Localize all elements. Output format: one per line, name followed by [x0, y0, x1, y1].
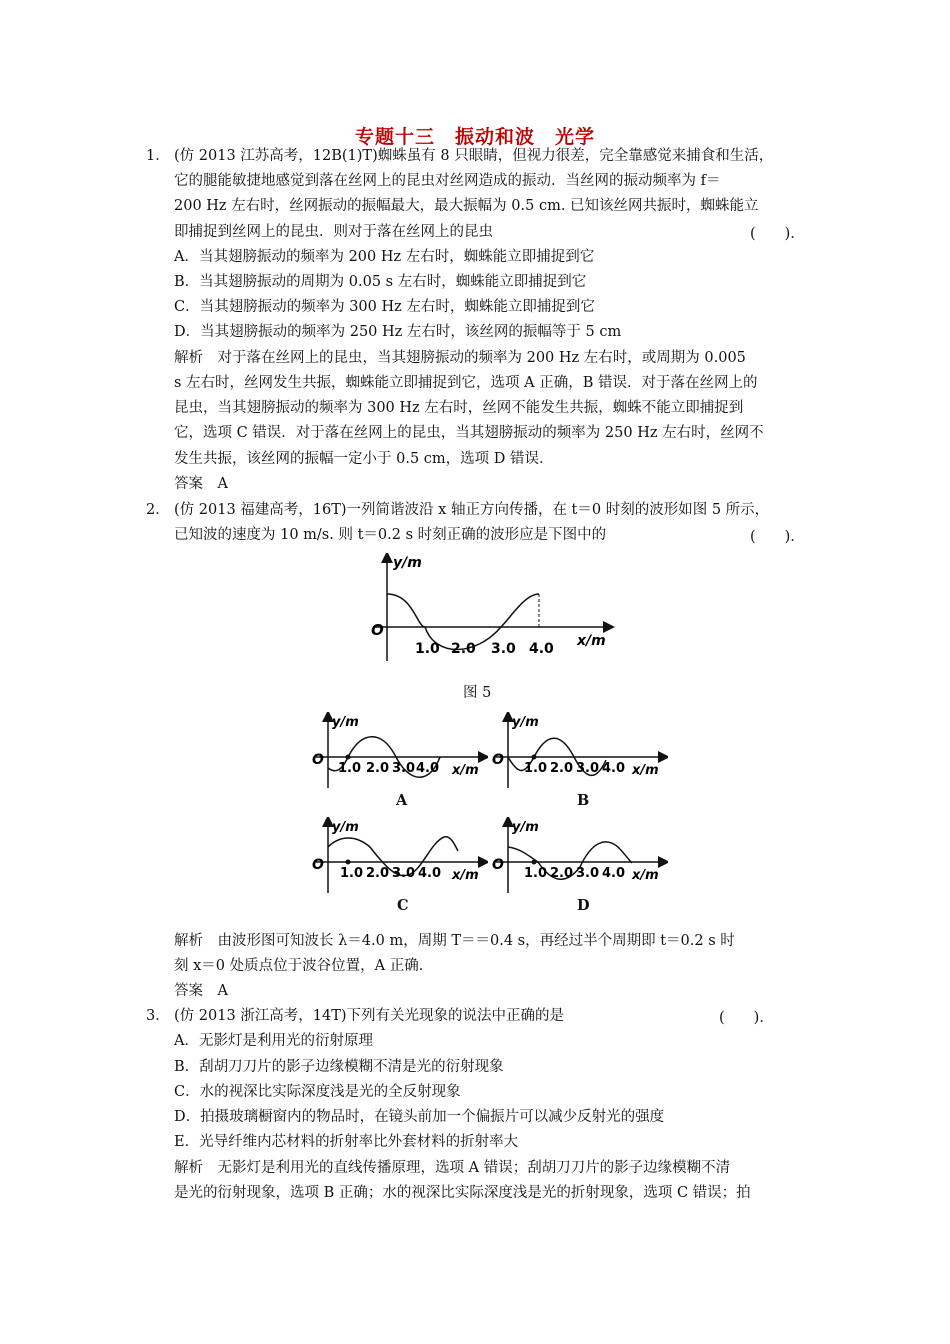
origin-label: O [492, 857, 504, 873]
question-text-line: 已知波的速度为 10 m/s. 则 t＝0.2 s 时刻正确的波形应是下图中的 [174, 527, 607, 543]
question-text-line: 它的腿能敏捷地感觉到落在丝网上的昆虫对丝网造成的振动．当丝网的振动频率为 f＝ [174, 173, 721, 189]
tick-label: 3.0 [392, 866, 416, 881]
analysis-line: 它，选项 C 错误．对于落在丝网上的昆虫，当其翅膀振动的频率为 250 Hz 左右时，丝网不 [174, 425, 764, 441]
analysis-line: 解析 由波形图可知波长 λ＝4.0 m，周期 T＝＝0.4 s，再经过半个周期即 t＝0.2 s 时 [174, 933, 735, 949]
tick-label: 4.0 [602, 866, 626, 881]
origin-label: O [312, 752, 324, 768]
tick-label: 2.0 [366, 761, 390, 776]
choice-label-c: C [397, 897, 409, 914]
option-a: A．当其翅膀振动的频率为 200 Hz 左右时，蜘蛛能立即捕捉到它 [174, 249, 595, 265]
tick-label: 3.0 [392, 761, 416, 776]
tick-dot [346, 755, 351, 760]
tick-label: 4.0 [529, 641, 554, 657]
answer-line: 答案 A [174, 983, 228, 999]
analysis-line: 解析 对于落在丝网上的昆虫，当其翅膀振动的频率为 200 Hz 左右时，或周期为 0.005 [174, 350, 746, 366]
y-axis-label: y/m [393, 555, 422, 571]
x-axis-label: x/m [452, 868, 479, 883]
wave-figure-a [308, 712, 488, 790]
tick-label: 3.0 [576, 761, 600, 776]
analysis-line: 解析 无影灯是利用光的直线传播原理，选项 A 错误；刮胡刀刀片的影子边缘模糊不清 [174, 1160, 731, 1176]
question-text-line: 200 Hz 左右时，丝网振动的振幅最大，最大振幅为 0.5 cm. 已知该丝网共振时，蜘蛛能立 [174, 198, 759, 214]
option-b: B．当其翅膀振动的周期为 0.05 s 左右时，蜘蛛能立即捕捉到它 [174, 274, 587, 290]
tick-label: 4.0 [418, 866, 442, 881]
tick-label: 1.0 [524, 761, 548, 776]
answer-blank: ( )． [719, 1010, 774, 1026]
tick-label: 3.0 [491, 641, 516, 657]
analysis-line: 是光的衍射现象，选项 B 正确；水的视深比实际深度浅是光的折射现象，选项 C 错误；拍 [174, 1185, 751, 1201]
tick-dot [532, 860, 537, 865]
tick-label: 2.0 [451, 641, 476, 657]
origin-label: O [492, 752, 504, 768]
option-e: E．光导纤维内芯材料的折射率比外套材料的折射率大 [174, 1134, 519, 1150]
origin-label: O [312, 857, 324, 873]
answer-blank: ( )． [750, 529, 805, 545]
x-axis-label: x/m [632, 868, 659, 883]
option-b: B．刮胡刀刀片的影子边缘模糊不清是光的衍射现象 [174, 1059, 504, 1075]
tick-dot [346, 860, 351, 865]
tick-label: 1.0 [338, 761, 362, 776]
question-number: 1． [146, 148, 170, 164]
origin-label: O [371, 621, 384, 639]
wave-figure-c [308, 817, 488, 895]
wave-figure-d [488, 817, 668, 895]
tick-label: 3.0 [576, 866, 600, 881]
question-text-line: (仿 2013 福建高考，16T)一列简谐波沿 x 轴正方向传播，在 t＝0 时刻的波形如图 5 所示， [174, 502, 770, 518]
x-axis-label: x/m [577, 633, 606, 649]
figure-caption: 图 5 [463, 685, 492, 701]
tick-label: 2.0 [550, 761, 574, 776]
question-text-line: (仿 2013 江苏高考，12B(1)T)蜘蛛虽有 8 只眼睛，但视力很差，完全靠感觉来捕食和生活， [174, 148, 774, 164]
wave-figure-main [365, 553, 615, 663]
analysis-line: 昆虫，当其翅膀振动的频率为 300 Hz 左右时，丝网不能发生共振，蜘蛛不能立即捕捉到 [174, 400, 744, 416]
answer-line: 答案 A [174, 476, 228, 492]
question-text-line: 即捕捉到丝网上的昆虫．则对于落在丝网上的昆虫 [174, 224, 493, 240]
option-d: D．当其翅膀振动的频率为 250 Hz 左右时，该丝网的振幅等于 5 cm [174, 324, 622, 340]
tick-label: 2.0 [366, 866, 390, 881]
y-axis-label: y/m [332, 820, 359, 835]
y-axis-label: y/m [332, 715, 359, 730]
analysis-line: 刻 x＝0 处质点位于波谷位置，A 正确． [174, 958, 434, 974]
tick-label: 1.0 [524, 866, 548, 881]
page-title: 专题十三 振动和波 光学 [354, 126, 595, 148]
tick-label: 4.0 [602, 761, 626, 776]
option-d: D．拍摄玻璃橱窗内的物品时，在镜头前加一个偏振片可以减少反射光的强度 [174, 1109, 665, 1125]
wave-figure-b [488, 712, 668, 790]
question-number: 2． [146, 502, 170, 518]
tick-label: 1.0 [415, 641, 440, 657]
tick-label: 1.0 [340, 866, 364, 881]
choice-label-a: A [396, 792, 408, 809]
option-c: C．当其翅膀振动的频率为 300 Hz 左右时，蜘蛛能立即捕捉到它 [174, 299, 595, 315]
analysis-line: 发生共振，该丝网的振幅一定小于 0.5 cm，选项 D 错误． [174, 451, 554, 467]
option-a: A．无影灯是利用光的衍射原理 [174, 1033, 373, 1049]
question-text-line: (仿 2013 浙江高考，14T)下列有关光现象的说法中正确的是 [174, 1008, 565, 1024]
y-axis-label: y/m [512, 715, 539, 730]
tick-label: 2.0 [550, 866, 574, 881]
answer-blank: ( )． [750, 226, 805, 242]
choice-label-d: D [577, 897, 590, 914]
y-axis-label: y/m [512, 820, 539, 835]
question-number: 3． [146, 1008, 170, 1024]
x-axis-label: x/m [632, 763, 659, 778]
tick-dot [532, 755, 537, 760]
analysis-line: s 左右时，丝网发生共振，蜘蛛能立即捕捉到它，选项 A 正确，B 错误．对于落在丝网上的 [174, 375, 758, 391]
tick-label: 4.0 [416, 761, 440, 776]
choice-label-b: B [577, 792, 590, 809]
x-axis-label: x/m [452, 763, 479, 778]
option-c: C．水的视深比实际深度浅是光的全反射现象 [174, 1084, 461, 1100]
